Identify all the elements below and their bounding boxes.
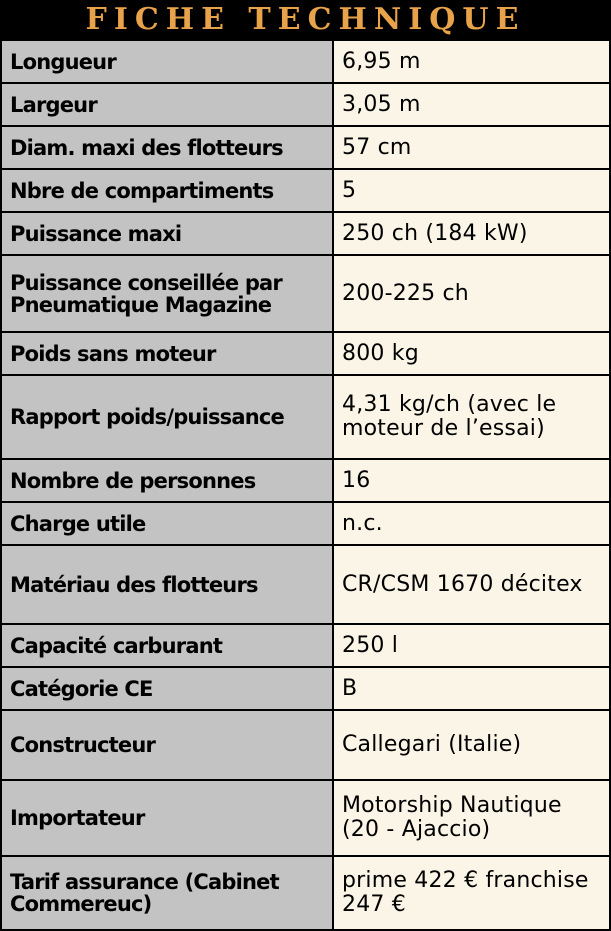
row-label: Largeur	[1, 83, 333, 126]
table-row	[1, 459, 610, 502]
row-value: Motorship Nautique (20 - Ajaccio)	[333, 780, 610, 856]
row-label: Charge utile	[1, 502, 333, 545]
row-value: 200-225 ch	[333, 255, 610, 332]
table-row	[1, 667, 610, 710]
row-value: prime 422 € franchise 247 €	[333, 856, 610, 930]
row-label: Matériau des flotteurs	[1, 545, 333, 624]
table-row	[1, 856, 610, 930]
table-row	[1, 40, 610, 83]
row-value: Callegari (Italie)	[333, 710, 610, 780]
row-value: CR/CSM 1670 décitex	[333, 545, 610, 624]
row-label: Puissance maxi	[1, 212, 333, 255]
row-label: Poids sans moteur	[1, 332, 333, 375]
row-label: Nombre de personnes	[1, 459, 333, 502]
row-value: B	[333, 667, 610, 710]
row-value: 800 kg	[333, 332, 610, 375]
sheet-title: FICHE TECHNIQUE	[85, 2, 526, 37]
table-row	[1, 780, 610, 856]
row-label: Puissance conseillée par Pneumatique Magazine	[1, 255, 333, 332]
table-row	[1, 126, 610, 169]
table-row	[1, 212, 610, 255]
row-value: 250 l	[333, 624, 610, 667]
row-value: n.c.	[333, 502, 610, 545]
table-row	[1, 332, 610, 375]
table-row	[1, 255, 610, 332]
row-label: Capacité carburant	[1, 624, 333, 667]
table-row	[1, 375, 610, 459]
row-label: Constructeur	[1, 710, 333, 780]
table-row	[1, 502, 610, 545]
row-value: 5	[333, 169, 610, 212]
table-row	[1, 169, 610, 212]
row-label: Tarif assurance (Cabinet Commereuc)	[1, 856, 333, 930]
row-value: 57 cm	[333, 126, 610, 169]
row-label: Diam. maxi des flotteurs	[1, 126, 333, 169]
row-value: 16	[333, 459, 610, 502]
row-value: 250 ch (184 kW)	[333, 212, 610, 255]
row-label: Catégorie CE	[1, 667, 333, 710]
row-label: Rapport poids/puissance	[1, 375, 333, 459]
table-row	[1, 83, 610, 126]
row-label: Longueur	[1, 40, 333, 83]
row-value: 6,95 m	[333, 40, 610, 83]
row-label: Importateur	[1, 780, 333, 856]
table-row	[1, 545, 610, 624]
table-row	[1, 710, 610, 780]
row-value: 3,05 m	[333, 83, 610, 126]
table-row	[1, 624, 610, 667]
spec-table	[0, 39, 611, 931]
row-value: 4,31 kg/ch (avec le moteur de l’essai)	[333, 375, 610, 459]
row-label: Nbre de compartiments	[1, 169, 333, 212]
